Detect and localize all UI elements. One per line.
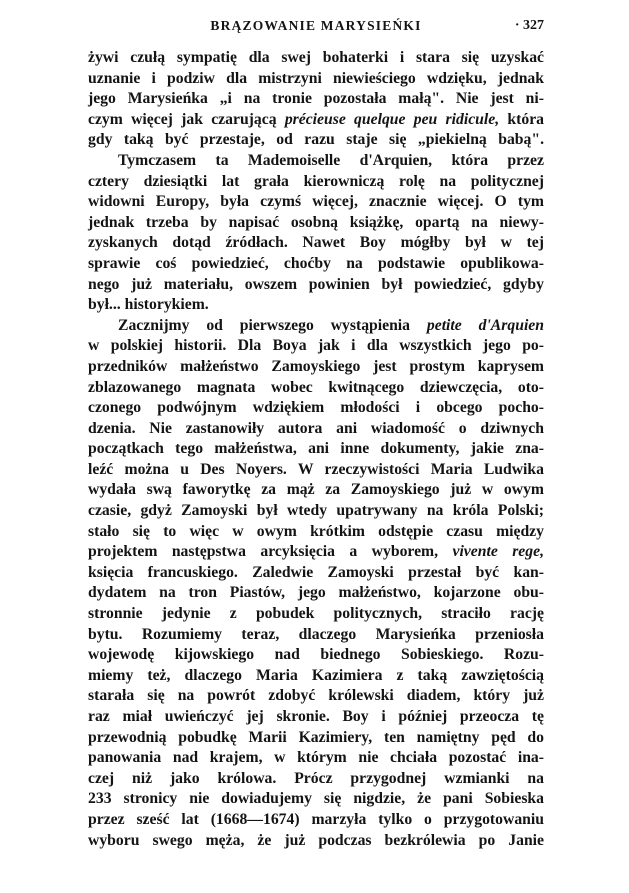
text-line	[88, 831, 544, 852]
text-run: sprawie coś powiedzieć, choćby na podstawie opublikowa-	[88, 254, 544, 272]
running-head	[88, 18, 544, 40]
text-line	[88, 172, 544, 193]
text-run: jednak trzeba by napisać osobną książkę, opartą na niewy-	[88, 213, 544, 231]
text-run: wojewodę kijowskiego nad biednego Sobieskiego. Rozu-	[88, 646, 544, 664]
page-number: · 327	[514, 18, 544, 33]
text-line	[88, 336, 544, 357]
text-run: która	[499, 110, 544, 128]
text-line	[88, 151, 544, 172]
text-line	[88, 686, 544, 707]
text-line	[88, 110, 544, 131]
text-run: był... historykiem.	[88, 296, 209, 314]
text-line	[88, 625, 544, 646]
text-run: czej niż jako królowa. Prócz przygodnej wzmianki na	[88, 769, 544, 787]
running-title: BRĄZOWANIE MARYSIEŃKI	[210, 18, 422, 33]
text-line	[88, 645, 544, 666]
text-line	[88, 89, 544, 110]
text-run: wydała swą faworytkę za mąż za Zamoyskiego już w owym	[88, 481, 544, 499]
text-run: czonego podwójnym wdziękiem młodości i obcego pocho-	[88, 399, 544, 417]
text-line	[88, 192, 544, 213]
text-line	[88, 542, 544, 563]
text-run: czasie, gdyż Zamoyski był wtedy upatrywany na króla Polski;	[88, 502, 544, 520]
text-line	[88, 563, 544, 584]
text-line	[88, 254, 544, 275]
text-line	[88, 398, 544, 419]
text-line	[88, 130, 544, 151]
text-run: miemy też, dlaczego Maria Kazimiera z taką zawziętością	[88, 666, 544, 684]
text-run: przez sześć lat (1668—1674) marzyła tylko o przygotowaniu	[88, 810, 544, 828]
text-run: leźć można u Des Noyers. W rzeczywistości Maria Ludwika	[88, 460, 544, 478]
text-run: przewodnią pobudkę Marii Kazimiery, ten namiętny pęd do	[88, 728, 544, 746]
text-line	[88, 666, 544, 687]
text-line	[88, 275, 544, 296]
text-run: żywi czułą sympatię dla swej bohaterki i stara się uzyskać	[88, 49, 544, 66]
text-line	[88, 316, 544, 337]
text-line	[88, 460, 544, 481]
text-run: zblazowanego magnata wobec kwitnącego dziewczęcia, oto-	[88, 378, 544, 396]
text-run: stało się to więc w owym krótkim odstępie czasu między	[88, 522, 544, 540]
text-run: vivente rege,	[452, 543, 544, 561]
text-run: początkach tego małżeństwa, ani inne dokumenty, jakie zna-	[88, 440, 544, 458]
text-run: cztery dziesiątki lat grała kierowniczą rolę na politycznej	[88, 172, 544, 190]
text-line	[88, 789, 544, 810]
text-line	[88, 439, 544, 460]
text-run: bytu. Rozumiemy teraz, dlaczego Marysieńka przeniosła	[88, 625, 544, 643]
text-run: nego już materiału, owszem powinien był powiedzieć, gdyby	[88, 275, 544, 293]
text-run: raz miał uwieńczyć jej skronie. Boy i później przeocza tę	[88, 708, 544, 725]
text-run: przedników małżeństwo Zamoyskiego jest prostym kaprysem	[88, 357, 544, 375]
text-line	[88, 213, 544, 234]
text-run: 233 stronicy nie dowiadujemy się nigdzie, że pani Sobieska	[88, 790, 544, 808]
text-run: w polskiej historii. Dla Boya jak i dla wszystkich jego po-	[88, 337, 544, 355]
text-line	[88, 810, 544, 831]
text-line	[88, 419, 544, 440]
text-line	[88, 604, 544, 625]
text-run: petite d'Arquien	[426, 316, 544, 334]
text-line	[88, 522, 544, 543]
text-run: czym więcej jak czarującą	[88, 110, 285, 128]
text-line	[88, 728, 544, 749]
text-run: księcia francuskiego. Zaledwie Zamoyski przestał być kan-	[88, 563, 544, 581]
text-line	[88, 480, 544, 501]
text-run: Tymczasem ta Mademoiselle d'Arquien, która przez	[118, 151, 544, 169]
body-text	[88, 48, 544, 851]
text-line	[88, 707, 544, 728]
text-line	[88, 583, 544, 604]
text-run: wyboru swego męża, że już podczas bezkrólewia po Janie	[88, 831, 544, 849]
text-run: uznanie i podziw dla mistrzyni niewieściego wdzięku, jednak	[88, 69, 544, 87]
text-line	[88, 748, 544, 769]
text-run: dzenia. Nie zastanowiły autora ani wiadomość o dziwnych	[88, 419, 544, 437]
text-line	[88, 378, 544, 399]
text-line	[88, 233, 544, 254]
text-run: jego Marysieńka „i na tronie pozostała małą". Nie jest ni-	[88, 90, 544, 108]
text-line	[88, 501, 544, 522]
text-line	[88, 769, 544, 790]
text-run: stronnie jedynie z pobudek politycznych, straciło rację	[88, 605, 544, 623]
text-line	[88, 69, 544, 90]
text-run: dydatem na tron Piastów, jego małżeństwo, kojarzone obu-	[88, 584, 544, 602]
text-line	[88, 48, 544, 69]
text-line	[88, 295, 544, 316]
text-run: Zacznijmy od pierwszego wystąpienia	[118, 316, 427, 334]
text-run: précieuse quelque peu ridicule,	[284, 110, 500, 128]
text-run: gdy taką być przestaje, od razu staje się „piekielną babą".	[88, 131, 544, 149]
text-run: widowni Europy, była czymś więcej, znacznie więcej. O tym	[88, 193, 544, 211]
text-run: projektem następstwa arcyksięcia a wyborem,	[88, 543, 453, 561]
text-line	[88, 357, 544, 378]
text-run: panowania nad krajem, w którym nie chciała pozostać ina-	[88, 749, 544, 767]
text-run: starała się na powrót zdobyć królewski diadem, który już	[88, 687, 544, 705]
text-run: zyskanych dotąd źródłach. Nawet Boy mógłby był w tej	[88, 234, 544, 252]
